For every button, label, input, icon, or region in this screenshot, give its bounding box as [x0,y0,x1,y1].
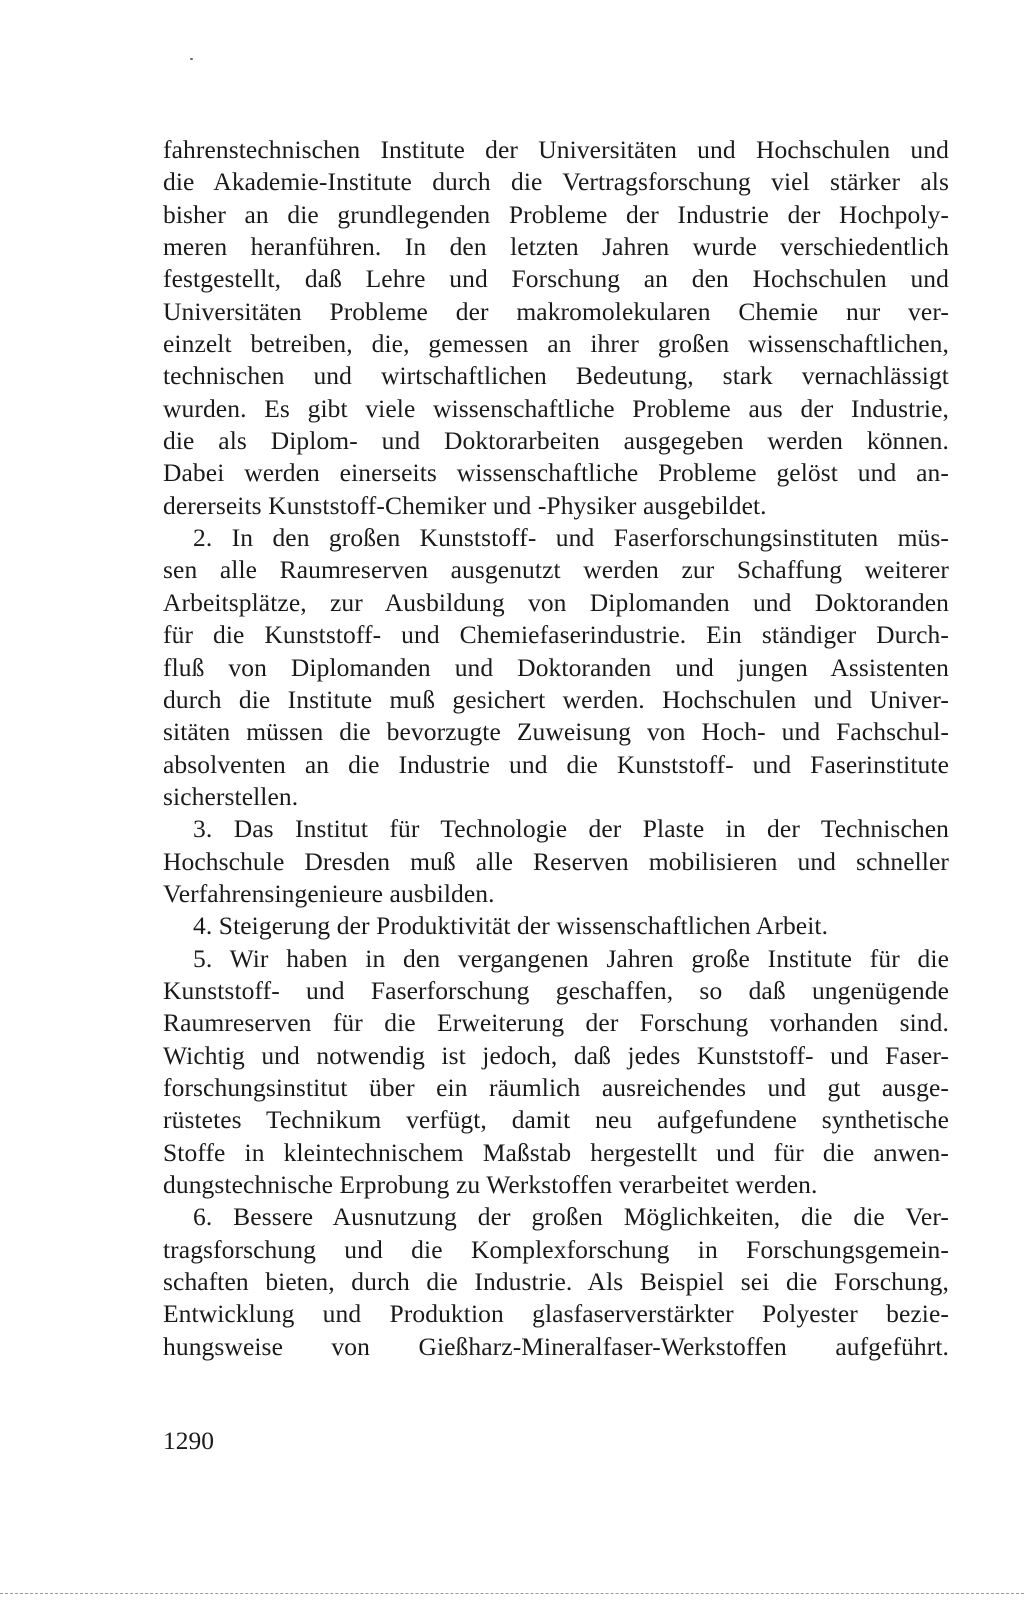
text-line: Raumreserven für die Erweiterung der Forschung vorhanden sind. [163,1008,949,1038]
text-line: Stoffe in kleintechnischem Maßstab hergestellt und für die anwen- [163,1137,949,1167]
text-line: Wichtig und notwendig ist jedoch, daß jedes Kunststoff- und Faser- [163,1040,949,1070]
text-line: Verfahrensingenieure ausbilden. [163,878,495,908]
bottom-scan-edge [0,1593,1024,1594]
text-line: die Akademie-Institute durch die Vertragsforschung viel stärker als [163,167,949,197]
text-line: wurden. Es gibt viele wissenschaftliche Probleme aus der Industrie, [163,393,949,423]
text-line: 4. Steigerung der Produktivität der wissenschaftlichen Arbeit. [193,911,829,941]
print-speck [190,58,193,60]
body-text [163,134,949,1363]
text-line: absolventen an die Industrie und die Kunststoff- und Faserinstitute [163,749,949,779]
text-line: die als Diplom- und Doktorarbeiten ausgegeben werden können. [163,426,949,456]
text-line: Kunststoff- und Faserforschung geschaffen, so daß ungenügende [163,975,949,1005]
text-line: sicherstellen. [163,781,299,811]
text-line: fluß von Diplomanden und Doktoranden und jungen Assistenten [163,652,949,682]
text-line: fahrenstechnischen Institute der Universitäten und Hochschulen und [163,135,949,164]
text-line: schaften bieten, durch die Industrie. Als Beispiel sei die Forschung, [163,1267,949,1297]
text-line: sen alle Raumreserven ausgenutzt werden zur Schaffung weiterer [163,555,949,585]
text-line: 3. Das Institut für Technologie der Plaste in der Technischen [193,814,949,844]
text-line: rüstetes Technikum verfügt, damit neu aufgefundene synthetische [163,1105,949,1135]
text-line: Dabei werden einerseits wissenschaftliche Probleme gelöst und an- [163,458,949,488]
text-line: Universitäten Probleme der makromolekularen Chemie nur ver- [163,296,949,326]
text-line: meren heranführen. In den letzten Jahren wurde verschiedentlich [163,232,949,262]
text-line: dererseits Kunststoff-Chemiker und -Physiker ausgebildet. [163,490,767,520]
text-line: Arbeitsplätze, zur Ausbildung von Diplomanden und Doktoranden [163,587,949,617]
text-line: 2. In den großen Kunststoff- und Faserforschungsinstituten müs- [193,523,949,553]
text-line: forschungsinstitut über ein räumlich ausreichendes und gut ausge- [163,1072,949,1102]
text-line: einzelt betreiben, die, gemessen an ihrer großen wissenschaftlichen, [163,329,949,359]
text-line: Entwicklung und Produktion glasfaserverstärkter Polyester bezie- [163,1299,949,1329]
text-line: für die Kunststoff- und Chemiefaserindustrie. Ein ständiger Durch- [163,620,949,650]
text-line: festgestellt, daß Lehre und Forschung an den Hochschulen und [163,264,949,294]
text-line: bisher an die grundlegenden Probleme der Industrie der Hochpoly- [163,199,949,229]
text-line: durch die Institute muß gesichert werden. Hochschulen und Univer- [163,684,949,714]
text-line: sitäten müssen die bevorzugte Zuweisung von Hoch- und Fachschul- [163,717,949,747]
text-line: tragsforschung und die Komplexforschung in Forschungsgemein- [163,1234,949,1264]
text-line: 6. Bessere Ausnutzung der großen Möglichkeiten, die die Ver- [193,1202,949,1232]
text-line: dungstechnische Erprobung zu Werkstoffen verarbeitet werden. [163,1170,818,1199]
text-line: hungsweise von Gießharz-Mineralfaser-Werkstoffen aufgeführt. [163,1331,949,1361]
text-line: technischen und wirtschaftlichen Bedeutung, stark vernachlässigt [163,361,949,391]
page-number: 1290 [163,1426,214,1455]
text-line: 5. Wir haben in den vergangenen Jahren große Institute für die [193,943,949,973]
text-line: Hochschule Dresden muß alle Reserven mobilisieren und schneller [163,846,949,876]
